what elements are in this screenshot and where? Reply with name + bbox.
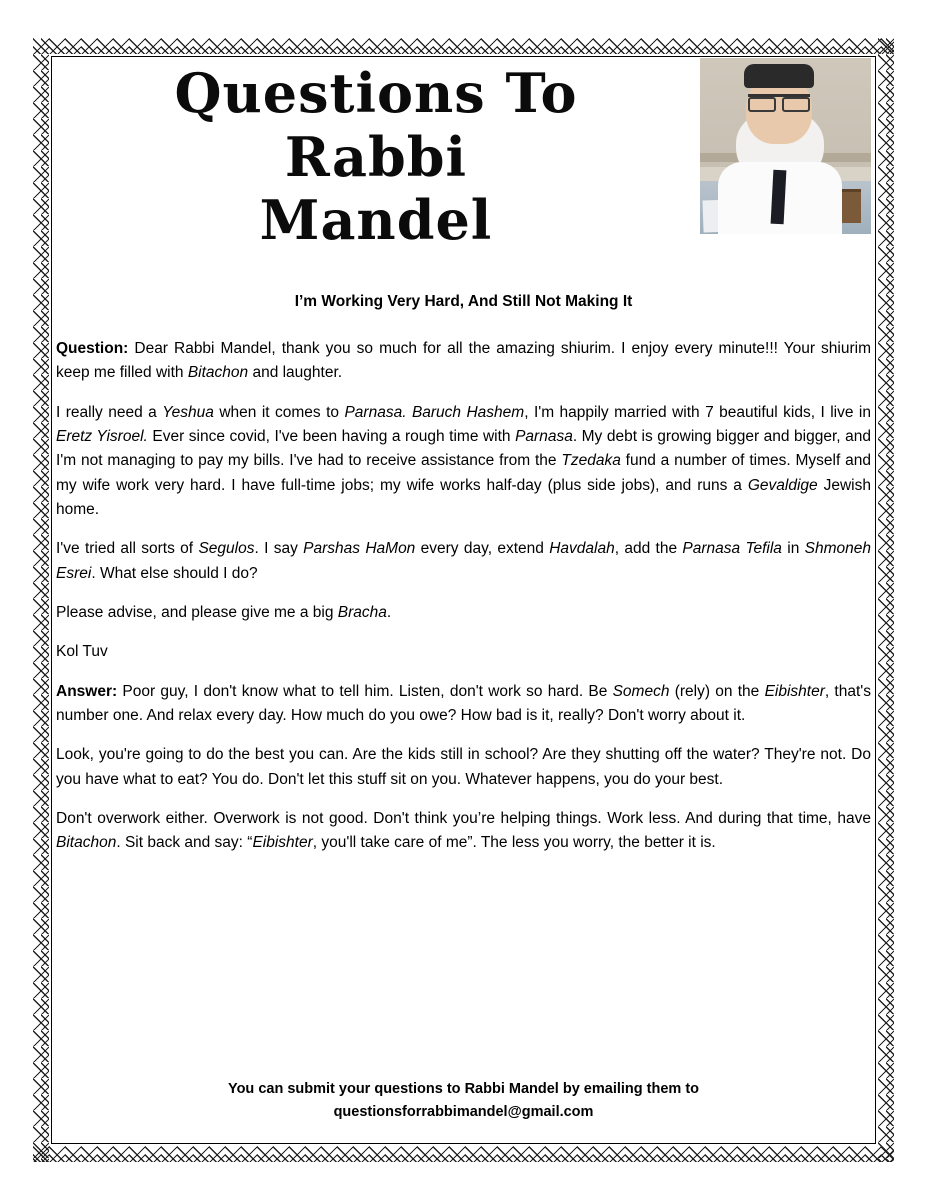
body-text: , that's number one. And relax every day. How much do you owe? How bad is it, really? Don't worry about it. — [56, 682, 871, 724]
footer-email: questionsforrabbimandel@gmail.com — [333, 1103, 594, 1120]
emphasis-text: Parnasa Tefila — [682, 540, 782, 558]
answer-paragraph-3 — [56, 807, 871, 856]
border-band-right — [878, 38, 894, 1162]
article-body — [56, 337, 871, 856]
body-text: when it comes to — [213, 403, 345, 421]
emphasis-text: Bracha — [337, 603, 387, 621]
question-p1-emphasis: Bitachon — [187, 364, 249, 382]
question-paragraph-1 — [56, 337, 871, 386]
question-paragraph-3 — [56, 537, 871, 586]
emphasis-text: Segulos — [198, 540, 255, 558]
title-line-3: Mandel — [259, 188, 493, 253]
emphasis-text: Bitachon — [56, 834, 117, 852]
emphasis-text: Eibishter — [764, 682, 825, 700]
question-label: Question: — [56, 340, 129, 357]
emphasis-text: Yeshua — [162, 403, 214, 421]
emphasis-text: Gevaldige — [747, 476, 818, 494]
photo-hat — [744, 64, 814, 88]
body-text: I've tried all sorts of — [56, 540, 199, 558]
emphasis-text: Parnasa. Baruch Hashem — [344, 403, 525, 421]
footer-note — [56, 1078, 871, 1124]
emphasis-text: Eibishter — [252, 834, 313, 852]
body-text: in — [781, 540, 805, 558]
body-text: . I say — [254, 540, 304, 558]
footer-line-1: You can submit your questions to Rabbi Mandel by emailing them to — [227, 1080, 700, 1097]
rabbi-photo — [700, 58, 871, 234]
answer-paragraph-1 — [56, 680, 871, 729]
emphasis-text: Shmoneh Esrei — [56, 540, 872, 582]
emphasis-text: Havdalah — [549, 540, 615, 558]
body-text: (rely) on the — [669, 682, 765, 700]
article-subject-heading: I’m Working Very Hard, And Still Not Making It — [294, 293, 633, 310]
body-text: Please advise, and please give me a big — [56, 603, 338, 621]
page-title — [56, 62, 696, 253]
emphasis-text: Tzedaka — [561, 452, 621, 470]
answer-paragraph-2 — [56, 743, 871, 792]
body-text: fund a number of times. Myself and my wife work very hard. I have full-time jobs; my wife works half-day (plus side jobs), and runs a — [56, 452, 871, 494]
body-text: Poor guy, I don't know what to tell him. Listen, don't work so hard. Be — [117, 682, 613, 700]
body-text: , I'm happily married with 7 beautiful kids, I live in — [524, 403, 871, 421]
emphasis-text: Somech — [612, 682, 670, 700]
emphasis-text: Parshas HaMon — [303, 540, 416, 558]
body-text: I really need a — [56, 403, 163, 421]
document-content — [56, 56, 871, 1146]
border-band-top — [33, 38, 894, 54]
question-signoff: Kol Tuv — [56, 643, 108, 661]
body-text: every day, extend — [415, 540, 550, 558]
glasses-icon — [748, 94, 810, 108]
emphasis-text: Parnasa — [515, 427, 573, 445]
question-p1-text: Dear Rabbi Mandel, thank you so much for all the amazing shiurim. I enjoy every minute!!! Your shiurim keep me filled with — [56, 340, 871, 382]
body-text: , add the — [614, 540, 683, 558]
emphasis-text: Eretz Yisroel. — [56, 427, 148, 445]
body-text: Don't overwork either. Overwork is not good. Don't think you’re helping things. Work less. And during that time, have — [56, 809, 871, 827]
border-band-left — [33, 38, 49, 1162]
body-text: . — [386, 603, 392, 621]
question-paragraph-4 — [56, 601, 871, 625]
question-p1-tail: and laughter. — [248, 364, 343, 382]
body-text: Look, you're going to do the best you can. Are the kids still in school? Are they shutting off the water? They're not. Do you have what to eat? You do. Don't let this stuff sit on you. Whatever happens, you do your best. — [56, 746, 871, 788]
body-text: . Sit back and say: “ — [116, 834, 253, 852]
body-text: . What else should I do? — [91, 564, 258, 582]
title-line-1: Questions To — [174, 61, 578, 125]
body-text: Ever since covid, I've been having a rough time with — [147, 427, 516, 445]
answer-label: Answer: — [56, 682, 118, 700]
body-text: . My debt is growing bigger and bigger, and I'm not managing to pay my bills. I've had to receive assistance from the — [56, 427, 871, 470]
answer-p1-rich — [56, 683, 871, 724]
body-text: , you'll take care of me”. The less you worry, the better it is. — [312, 834, 716, 852]
border-band-bottom — [33, 1146, 894, 1162]
question-paragraph-2 — [56, 401, 871, 523]
body-text: Jewish home. — [56, 476, 871, 518]
masthead — [56, 56, 871, 271]
title-line-2: Rabbi — [284, 124, 468, 189]
